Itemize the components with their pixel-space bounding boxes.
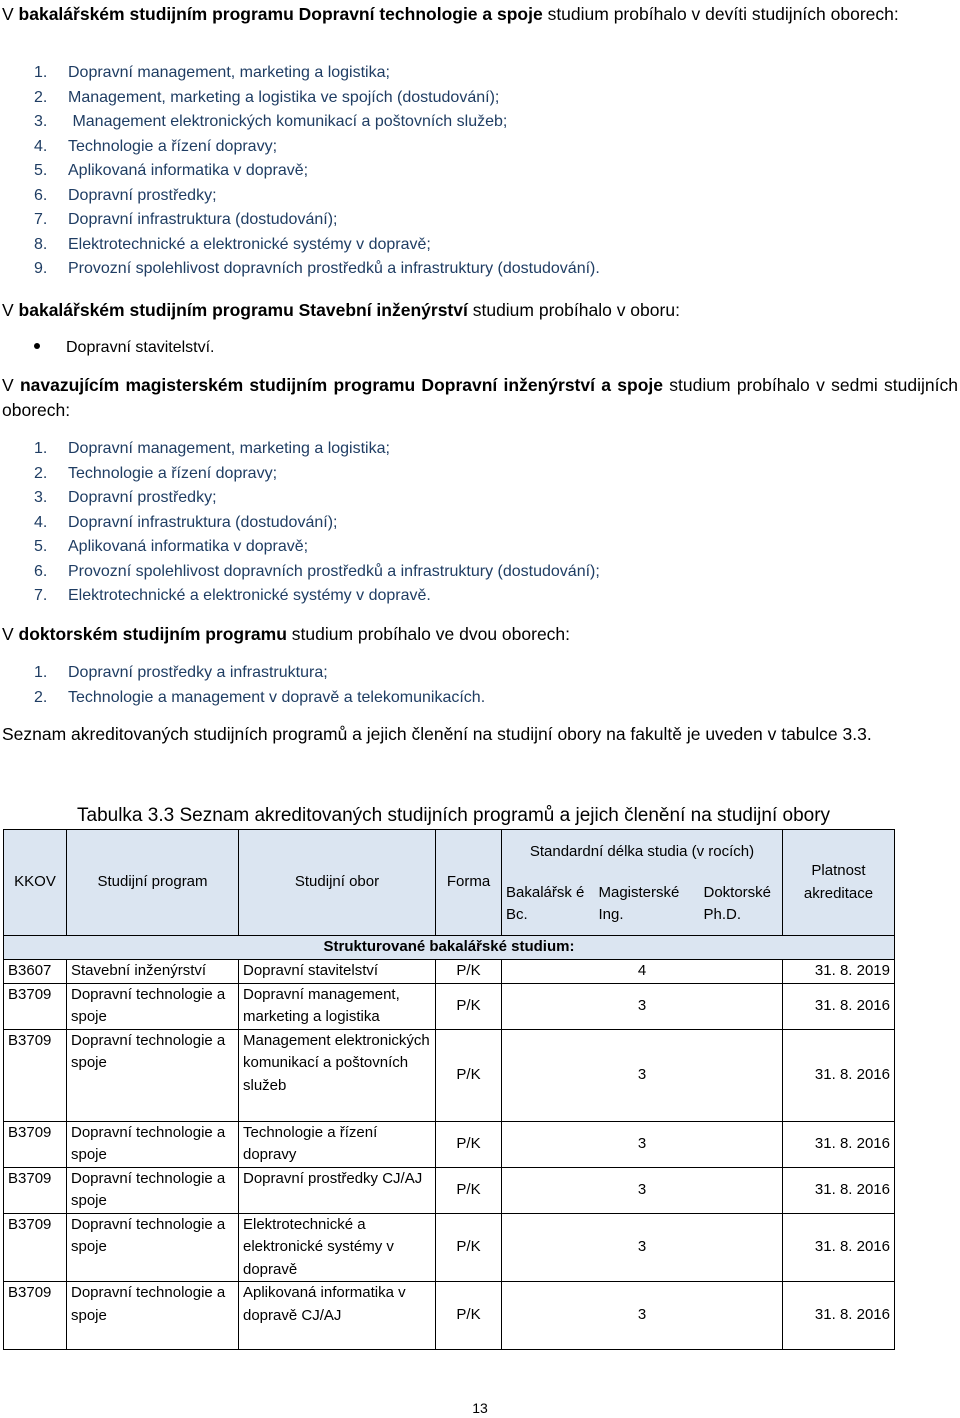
cell-platnost: 31. 8. 2016 [783, 1121, 895, 1167]
list-number: 6. [34, 562, 48, 580]
bold-text: bakalářském studijním programu Stavební inženýrství [18, 300, 468, 320]
table-row [4, 1167, 895, 1213]
list-number: 2. [34, 88, 48, 106]
cell-obor: Dopravní management, marketing a logistika [239, 983, 436, 1029]
list-text: Aplikovaná informatika v dopravě; [68, 538, 309, 555]
bullet-item [34, 336, 215, 360]
cell-platnost: 31. 8. 2016 [783, 1029, 895, 1121]
list-text: Elektrotechnické a elektronické systémy v dopravě; [68, 235, 431, 253]
list-text: Aplikovaná informatika v dopravě; [68, 162, 309, 179]
list-text: Dopravní management, marketing a logistika; [68, 440, 390, 457]
list-item [34, 560, 600, 585]
cell-years: 3 [502, 1167, 783, 1213]
section-row: Strukturované bakalářské studium: [4, 936, 895, 960]
cell-forma: P/K [436, 1213, 502, 1282]
cell-kkov: B3709 [4, 1121, 67, 1167]
text: V [2, 4, 19, 24]
table-row [4, 983, 895, 1029]
list-number: 1. [34, 664, 48, 681]
table-row [4, 1029, 895, 1121]
header-delka: Standardní délka studia (v rocích) [502, 830, 783, 874]
list-text: Dopravní prostředky a infrastruktura; [68, 664, 328, 681]
list-text: Dopravní infrastruktura (dostudování); [68, 513, 338, 531]
header-phd-text: Doktorské Ph.D. [703, 883, 772, 924]
cell-platnost: 31. 8. 2019 [783, 960, 895, 984]
text: studium probíhalo v oboru: [467, 300, 680, 320]
text: V [2, 300, 19, 320]
text: studium probíhalo v sedmi studijních oborech: [2, 375, 958, 420]
list-item [34, 159, 600, 184]
list-number: 1. [34, 64, 48, 81]
cell-program: Dopravní technologie a spoje [67, 1167, 239, 1213]
table-row [4, 1121, 895, 1167]
list-text: Technologie a řízení dopravy; [68, 464, 278, 482]
list-doctoral-fields [34, 661, 485, 710]
header-kkov: KKOV [4, 830, 67, 936]
bold-text: navazujícím magisterském studijním programu Dopravní inženýrství a spoje [19, 375, 663, 395]
list-number: 9. [34, 260, 48, 277]
list-number: 3. [34, 113, 48, 130]
list-bachelor-fields [34, 61, 600, 282]
cell-program: Dopravní technologie a spoje [67, 1282, 239, 1350]
header-forma: Forma [436, 830, 502, 936]
list-text: Technologie a management v dopravě a telekomunikacích. [68, 688, 486, 706]
list-text: Dopravní prostředky; [68, 186, 217, 204]
list-item [34, 584, 600, 609]
list-text: Technologie a řízení dopravy; [68, 137, 278, 155]
cell-program: Dopravní technologie a spoje [67, 1121, 239, 1167]
header-program: Studijní program [67, 830, 239, 936]
list-number: 8. [34, 235, 48, 253]
table-row [4, 1282, 895, 1350]
bold-text: doktorském studijním programu [18, 624, 287, 644]
list-item [34, 462, 600, 487]
paragraph-doctoral [2, 622, 958, 647]
list-item [34, 511, 600, 536]
cell-years: 4 [502, 960, 783, 984]
cell-obor: Dopravní prostředky CJ/AJ [239, 1167, 436, 1213]
cell-program: Dopravní technologie a spoje [67, 1029, 239, 1121]
list-item [34, 208, 600, 233]
list-number: 3. [34, 489, 48, 506]
text: studium probíhalo ve dvou oborech: [286, 624, 571, 644]
cell-forma: P/K [436, 1167, 502, 1213]
cell-forma: P/K [436, 960, 502, 984]
list-item [34, 61, 600, 86]
cell-years: 3 [502, 1282, 783, 1350]
cell-forma: P/K [436, 1029, 502, 1121]
list-item [34, 486, 600, 511]
text: V [2, 624, 19, 644]
header-bc-text: Bakalářsk é Bc. [506, 883, 585, 924]
cell-obor: Elektrotechnické a elektronické systémy v dopravě [239, 1213, 436, 1282]
cell-program: Stavební inženýrství [67, 960, 239, 984]
cell-years: 3 [502, 1213, 783, 1282]
cell-platnost: 31. 8. 2016 [783, 983, 895, 1029]
cell-platnost: 31. 8. 2016 [783, 1213, 895, 1282]
list-item [34, 86, 600, 111]
list-item [34, 110, 600, 135]
cell-kkov: B3607 [4, 960, 67, 984]
list-number: 4. [34, 137, 48, 155]
bullet-text: Dopravní stavitelství. [66, 339, 215, 356]
cell-obor: Aplikovaná informatika v dopravě CJ/AJ [239, 1282, 436, 1350]
list-item [34, 535, 600, 560]
list-item [34, 184, 600, 209]
list-number: 6. [34, 186, 48, 204]
header-platnost: Platnost akreditace [783, 830, 895, 936]
paragraph-bachelor-dts [2, 2, 958, 27]
cell-kkov: B3709 [4, 1167, 67, 1213]
header-bc [502, 874, 595, 936]
header-obor: Studijní obor [239, 830, 436, 936]
cell-years: 3 [502, 1121, 783, 1167]
header-phd [700, 874, 783, 936]
cell-kkov: B3709 [4, 1029, 67, 1121]
page-number: 13 [472, 1400, 488, 1416]
list-text: Management elektronických komunikací a poštovních služeb; [68, 113, 508, 130]
header-ing [595, 874, 700, 936]
cell-kkov: B3709 [4, 1213, 67, 1282]
cell-program: Dopravní technologie a spoje [67, 1213, 239, 1282]
cell-forma: P/K [436, 1282, 502, 1350]
list-master-fields [34, 437, 600, 609]
cell-obor: Dopravní stavitelství [239, 960, 436, 984]
list-number: 5. [34, 538, 48, 555]
cell-obor: Technologie a řízení dopravy [239, 1121, 436, 1167]
cell-platnost: 31. 8. 2016 [783, 1282, 895, 1350]
list-item [34, 661, 485, 686]
cell-program: Dopravní technologie a spoje [67, 983, 239, 1029]
list-number: 5. [34, 162, 48, 179]
list-text: Elektrotechnické a elektronické systémy v dopravě. [68, 587, 431, 604]
table-row [4, 960, 895, 984]
bullet-dot [34, 343, 40, 349]
cell-kkov: B3709 [4, 983, 67, 1029]
list-number: 1. [34, 440, 48, 457]
text: studium probíhalo v devíti studijních oborech: [542, 4, 899, 24]
cell-forma: P/K [436, 983, 502, 1029]
text: V [2, 375, 20, 395]
cell-years: 3 [502, 983, 783, 1029]
list-text: Dopravní prostředky; [68, 489, 217, 506]
list-item [34, 135, 600, 160]
list-item [34, 686, 485, 711]
paragraph-bachelor-si [2, 298, 958, 323]
list-text: Dopravní management, marketing a logistika; [68, 64, 390, 81]
table-row [4, 1213, 895, 1282]
list-item [34, 257, 600, 282]
list-text: Provozní spolehlivost dopravních prostředků a infrastruktury (dostudování); [68, 562, 600, 580]
cell-forma: P/K [436, 1121, 502, 1167]
cell-years: 3 [502, 1029, 783, 1121]
list-item [34, 233, 600, 258]
list-text: Dopravní infrastruktura (dostudování); [68, 211, 338, 228]
list-number: 7. [34, 587, 48, 604]
bold-text: bakalářském studijním programu Dopravní technologie a spoje [18, 4, 543, 24]
list-number: 7. [34, 211, 48, 228]
header-ing-text: Magisterské Ing. [598, 883, 680, 924]
list-number: 4. [34, 513, 48, 531]
list-number: 2. [34, 464, 48, 482]
cell-platnost: 31. 8. 2016 [783, 1167, 895, 1213]
accreditation-table [3, 829, 895, 1350]
list-item [34, 437, 600, 462]
list-text: Management, marketing a logistika ve spojích (dostudování); [68, 88, 500, 106]
paragraph-master [2, 373, 958, 423]
cell-obor: Management elektronických komunikací a poštovních služeb [239, 1029, 436, 1121]
paragraph-table-intro: Seznam akreditovaných studijních programů a jejich členění na studijní obory na fakultě je uveden v tabulce 3.3. [2, 724, 872, 744]
list-text: Provozní spolehlivost dopravních prostředků a infrastruktury (dostudování). [68, 260, 600, 277]
list-number: 2. [34, 688, 48, 706]
cell-kkov: B3709 [4, 1282, 67, 1350]
table-caption: Tabulka 3.3 Seznam akreditovaných studijních programů a jejich členění na studijní obory [77, 805, 831, 826]
